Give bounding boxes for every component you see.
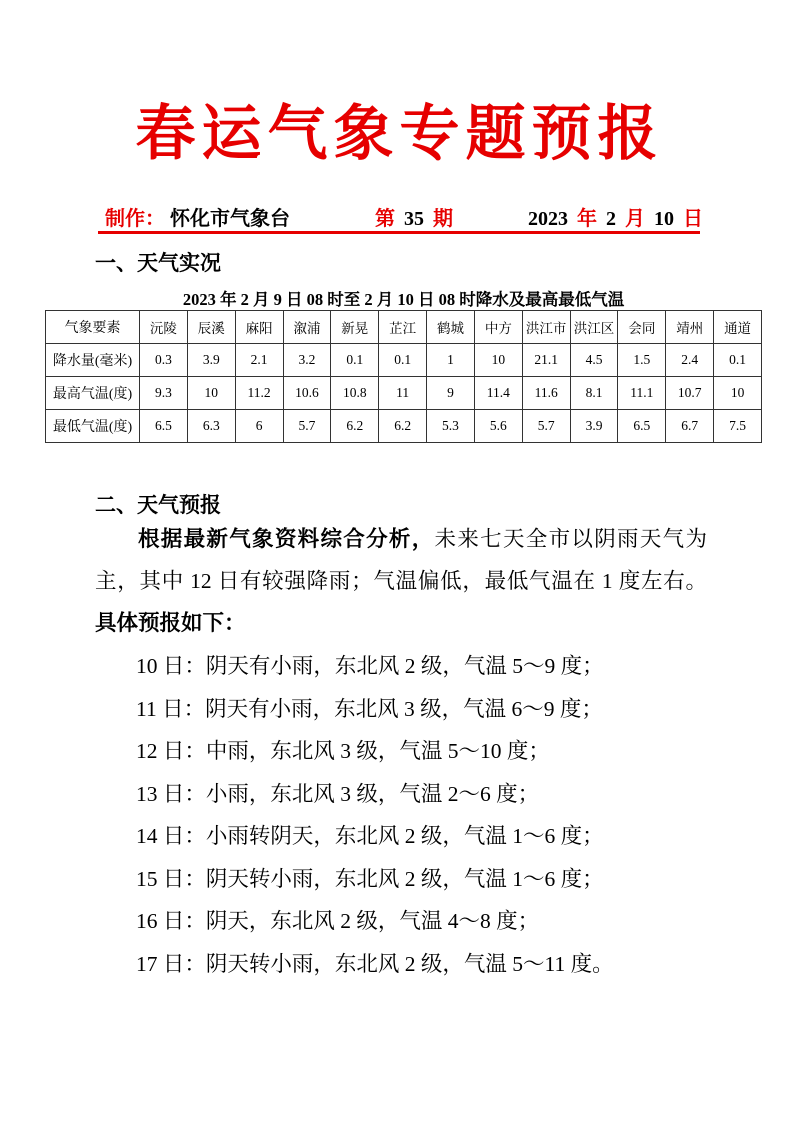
row-label: 降水量(毫米) — [46, 344, 140, 377]
table-cell: 5.7 — [522, 410, 570, 443]
table-cell: 11.1 — [618, 377, 666, 410]
table-cell: 0.1 — [331, 344, 379, 377]
weather-table-title: 2023 年 2 月 9 日 08 时至 2 月 10 日 08 时降水及最高最低气温 — [182, 290, 625, 309]
column-header-station: 洪江市 — [522, 311, 570, 344]
issue-date — [528, 202, 703, 231]
column-header-element: 气象要素 — [46, 311, 140, 344]
table-cell: 9.3 — [140, 377, 188, 410]
table-cell: 5.7 — [283, 410, 331, 443]
table-cell: 10 — [474, 344, 522, 377]
date-month: 2 — [606, 208, 616, 230]
row-label: 最高气温(度) — [46, 377, 140, 410]
table-cell: 5.6 — [474, 410, 522, 443]
forecast-list — [136, 645, 716, 985]
column-header-station: 鹤城 — [427, 311, 475, 344]
table-cell: 5.3 — [427, 410, 475, 443]
table-cell: 6 — [235, 410, 283, 443]
issue-value: 35 — [404, 208, 424, 230]
daily-forecast-line: 13 日：小雨，东北风 3 级，气温 2～6 度； — [136, 781, 540, 806]
table-cell: 10.6 — [283, 377, 331, 410]
table-cell: 6.3 — [187, 410, 235, 443]
producer-label: 制作： — [105, 208, 165, 230]
weather-table — [45, 310, 762, 443]
column-header-station: 中方 — [474, 311, 522, 344]
forecast-summary-tail: 具体预报如下： — [95, 611, 246, 635]
section-heading-weather-actual: 一、天气实况 — [95, 251, 221, 275]
table-cell: 3.9 — [187, 344, 235, 377]
table-cell: 10.8 — [331, 377, 379, 410]
row-label: 最低气温(度) — [46, 410, 140, 443]
weather-table-head — [46, 311, 762, 344]
table-cell: 3.9 — [570, 410, 618, 443]
table-cell: 10 — [714, 377, 762, 410]
daily-forecast-line: 10 日：阴天有小雨，东北风 2 级，气温 5～9 度； — [136, 654, 604, 678]
producer-value: 怀化市气象台 — [170, 208, 290, 230]
column-header-station: 会同 — [618, 311, 666, 344]
document-title: 春运气象专题预报 — [135, 101, 664, 167]
table-cell: 9 — [427, 377, 475, 410]
section-heading-forecast: 二、天气预报 — [95, 493, 221, 517]
table-cell: 7.5 — [714, 410, 762, 443]
table-cell: 8.1 — [570, 377, 618, 410]
table-cell: 21.1 — [522, 344, 570, 377]
table-row — [46, 377, 762, 410]
forecast-summary — [95, 518, 707, 644]
table-row — [46, 344, 762, 377]
daily-forecast-line: 12 日：中雨，东北风 3 级，气温 5～10 度； — [136, 739, 550, 763]
issue-suffix: 期 — [433, 208, 453, 230]
table-cell: 11.6 — [522, 377, 570, 410]
table-cell: 3.2 — [283, 344, 331, 377]
column-header-station: 靖州 — [666, 311, 714, 344]
table-cell: 6.5 — [140, 410, 188, 443]
table-cell: 6.2 — [379, 410, 427, 443]
table-cell: 4.5 — [570, 344, 618, 377]
issue-number — [375, 202, 453, 231]
forecast-summary-body: 未来七天全市以阴雨天气为主，其中 12 日有较强降雨；气温偏低，最低气温在 1 度左右。 — [95, 527, 707, 593]
daily-forecast-line: 14 日：小雨转阴天，东北风 2 级，气温 1～6 度； — [136, 824, 604, 848]
date-day-unit: 日 — [683, 208, 703, 230]
table-cell: 10 — [187, 377, 235, 410]
column-header-station: 洪江区 — [570, 311, 618, 344]
daily-forecast-line: 17 日：阴天转小雨，东北风 2 级，气温 5～11 度。 — [136, 951, 614, 976]
meta-row — [105, 202, 703, 230]
table-cell: 6.5 — [618, 410, 666, 443]
table-header-row — [46, 311, 762, 344]
date-day: 10 — [654, 208, 674, 230]
date-month-unit: 月 — [625, 208, 645, 230]
column-header-station: 通道 — [714, 311, 762, 344]
issue-prefix: 第 — [375, 208, 395, 230]
column-header-station: 麻阳 — [235, 311, 283, 344]
forecast-summary-lead: 根据最新气象资料综合分析， — [138, 527, 435, 551]
weather-table-body — [46, 344, 762, 443]
daily-forecast-line: 15 日：阴天转小雨，东北风 2 级，气温 1～6 度； — [136, 866, 604, 891]
table-cell: 0.1 — [379, 344, 427, 377]
daily-forecast-line: 11 日：阴天有小雨，东北风 3 级，气温 6～9 度； — [136, 696, 603, 721]
table-cell: 11 — [379, 377, 427, 410]
producer — [105, 202, 290, 231]
table-cell: 6.7 — [666, 410, 714, 443]
table-row — [46, 410, 762, 443]
table-cell: 11.2 — [235, 377, 283, 410]
table-cell: 2.4 — [666, 344, 714, 377]
date-year: 2023 — [528, 208, 568, 230]
table-cell: 1.5 — [618, 344, 666, 377]
date-year-unit: 年 — [577, 208, 597, 230]
column-header-station: 芷江 — [379, 311, 427, 344]
column-header-station: 辰溪 — [187, 311, 235, 344]
table-cell: 11.4 — [474, 377, 522, 410]
daily-forecast-line: 16 日：阴天，东北风 2 级，气温 4～8 度； — [136, 909, 540, 933]
table-cell: 2.1 — [235, 344, 283, 377]
column-header-station: 沅陵 — [140, 311, 188, 344]
table-cell: 0.1 — [714, 344, 762, 377]
column-header-station: 新晃 — [331, 311, 379, 344]
table-cell: 0.3 — [140, 344, 188, 377]
table-cell: 6.2 — [331, 410, 379, 443]
column-header-station: 溆浦 — [283, 311, 331, 344]
table-cell: 1 — [427, 344, 475, 377]
divider-rule — [98, 231, 700, 234]
table-cell: 10.7 — [666, 377, 714, 410]
